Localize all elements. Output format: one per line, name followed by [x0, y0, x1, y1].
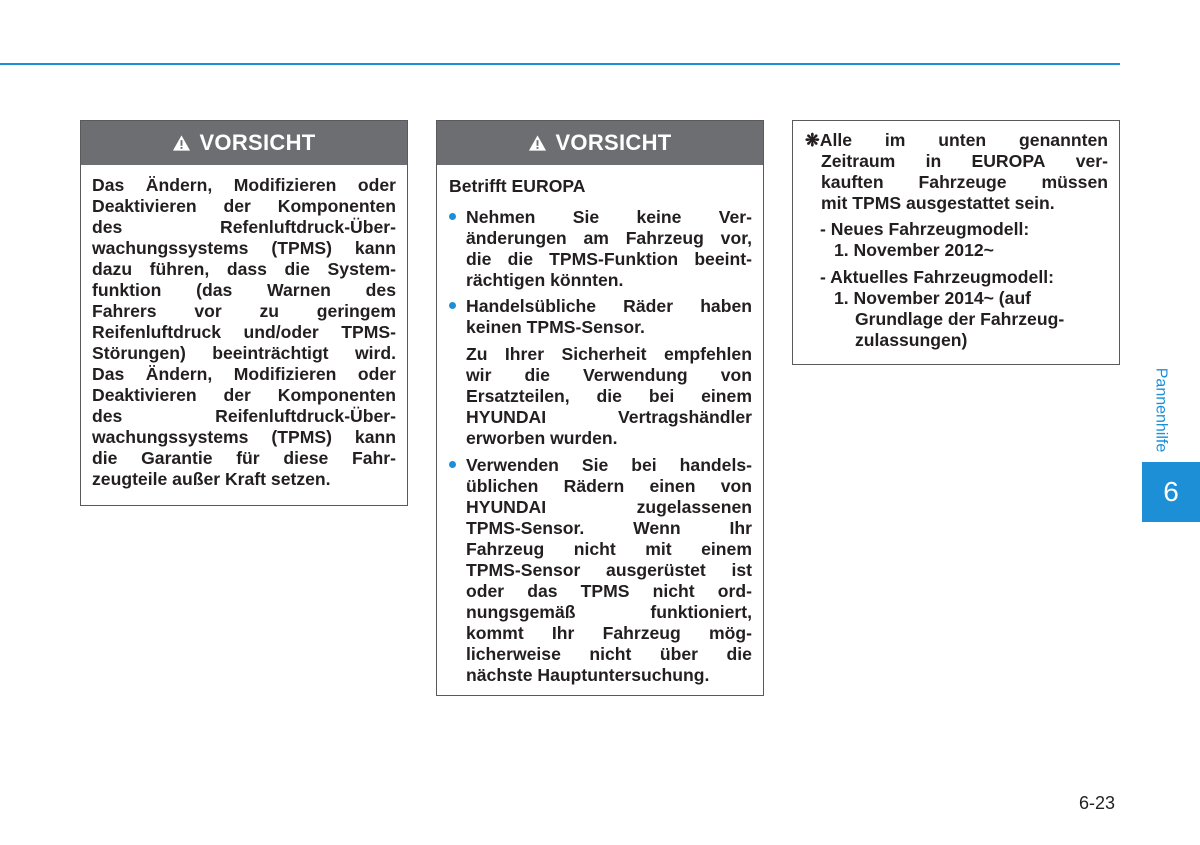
text-line: oder das TPMS nicht ord-	[466, 581, 752, 601]
note-item-current-model	[820, 267, 1064, 351]
note-text	[805, 130, 1108, 214]
text-line: Zeitraum in EUROPA ver-	[821, 151, 1108, 171]
text-line: Verwenden Sie bei handels-	[466, 455, 752, 475]
text-line: HYUNDAI Vertragshändler	[466, 407, 752, 427]
text-line: zulassungen)	[855, 330, 968, 350]
caution-text-left	[81, 121, 407, 490]
caution-title-left: VORSICHT	[199, 130, 316, 155]
text-line: Das Ändern, Modifizieren oder	[92, 364, 396, 384]
text-line: Handelsübliche Räder haben	[466, 296, 752, 316]
chapter-side-label-text: Pannenhilfe	[1152, 367, 1170, 453]
text-line: - Neues Fahrzeugmodell:	[820, 219, 1030, 239]
text-line: dazu führen, dass die System-	[92, 259, 396, 279]
text-line: keinen TPMS-Sensor.	[466, 317, 645, 337]
bullet-3-text	[466, 455, 752, 686]
text-line: zeugteile außer Kraft setzen.	[92, 469, 331, 489]
text-line: TPMS-Sensor. Wenn Ihr	[466, 518, 752, 538]
text-line: 1. November 2012~	[834, 240, 994, 260]
text-line: rächtigen könnten.	[466, 270, 624, 290]
text-line: änderungen am Fahrzeug vor,	[466, 228, 752, 248]
note-box-right	[792, 120, 1120, 365]
caution-box-left	[80, 120, 408, 506]
text-line: TPMS-Sensor ausgerüstet ist	[466, 560, 752, 580]
caution-box-middle	[436, 120, 764, 696]
text-line: Deaktivieren der Komponenten	[92, 196, 396, 216]
text-line: erworben wurden.	[466, 428, 618, 448]
caution-title-middle: VORSICHT	[555, 130, 672, 155]
top-rule	[0, 63, 1120, 65]
text-line: Das Ändern, Modifizieren oder	[92, 175, 396, 195]
caution-header-middle	[437, 121, 763, 165]
text-line: Ersatzteilen, die bei einem	[466, 386, 752, 406]
note-item-new-model	[820, 219, 1029, 261]
text-line: Zu Ihrer Sicherheit empfehlen	[466, 344, 752, 364]
warning-triangle-icon	[528, 134, 547, 152]
caution-intro-middle: Betrifft EUROPA	[449, 176, 586, 196]
bullet-2-text	[466, 296, 752, 338]
page-number: 6-23	[1079, 793, 1116, 813]
text-line: üblichen Rädern einen von	[466, 476, 752, 496]
text-line: licherweise nicht über die	[466, 644, 752, 664]
chapter-number: 6	[1163, 476, 1179, 507]
text-line: Fahrzeug nicht mit einem	[466, 539, 752, 559]
text-line: kommt Ihr Fahrzeug mög-	[466, 623, 752, 643]
chapter-tab	[1142, 462, 1200, 522]
text-line: des Reifenluftdruck-Über-	[92, 406, 396, 426]
text-line: wachungssystems (TPMS) kann	[92, 427, 396, 447]
text-line: kauften Fahrzeuge müssen	[821, 172, 1108, 192]
text-line: funktion (das Warnen des	[92, 280, 396, 300]
text-line: ❋Alle im unten genannten	[805, 130, 1108, 150]
text-line: mit TPMS ausgestattet sein.	[821, 193, 1055, 213]
bullet-dot-icon	[449, 302, 456, 309]
text-line: Grundlage der Fahrzeug-	[855, 309, 1065, 329]
text-line: nächste Hauptuntersuchung.	[466, 665, 710, 685]
text-line: - Aktuelles Fahrzeugmodell:	[820, 267, 1054, 287]
text-line: HYUNDAI zugelassenen	[466, 497, 752, 517]
text-line: nungsgemäß funktioniert,	[466, 602, 752, 622]
chapter-side-label	[1149, 360, 1171, 460]
bullet-2-paragraph	[466, 344, 752, 449]
text-line: Nehmen Sie keine Ver-	[466, 207, 752, 227]
text-line: die Garantie für diese Fahr-	[92, 448, 396, 468]
text-line: 1. November 2014~ (auf	[834, 288, 1032, 308]
text-line: Deaktivieren der Komponenten	[92, 385, 396, 405]
bullet-dot-icon	[449, 461, 456, 468]
text-line: wir die Verwendung von	[466, 365, 752, 385]
text-line: des Refenluftdruck-Über-	[92, 217, 396, 237]
text-line: wachungssystems (TPMS) kann	[92, 238, 396, 258]
bullet-dot-icon	[449, 213, 456, 220]
text-line: Fahrers vor zu geringem	[92, 301, 396, 321]
text-line: die die TPMS-Funktion beeint-	[466, 249, 752, 269]
text-line: Störungen) beeinträchtigt wird.	[92, 343, 396, 363]
bullet-1-text	[466, 207, 752, 291]
text-line: Reifenluftdruck und/oder TPMS-	[92, 322, 396, 342]
